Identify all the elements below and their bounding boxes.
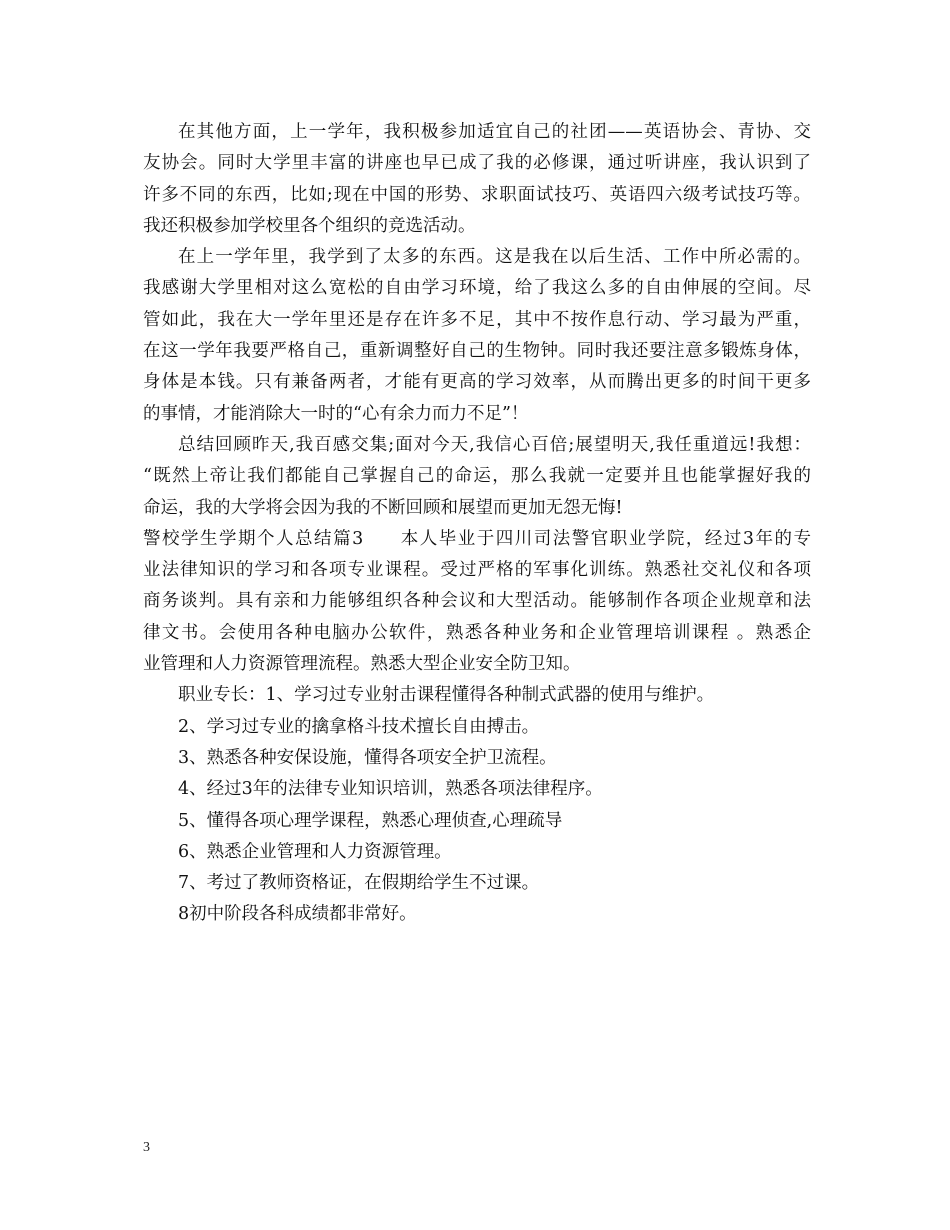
section-line-2: 业法律知识的学习和各项专业课程。受过严格的军事化训练。熟悉社交礼仪和各项 [143,560,811,581]
specialty-item-2: 2、学习过专业的擒拿格斗技术擅长自由搏击。 [178,716,540,737]
paragraph-1-line-4: 我还积极参加学校里各个组织的竞选活动。 [143,215,476,236]
page-number: 3 [143,1140,150,1155]
section-line-4: 律文书。会使用各种电脑办公软件，熟悉各种业务和企业管理培训课程 。熟悉企 [143,622,811,643]
paragraph-2-line-4: 在这一学年我要严格自己，重新调整好自己的生物钟。同时我还要注意多锻炼身体， [143,341,811,362]
paragraph-2-line-1: 在上一学年里，我学到了太多的东西。这是我在以后生活、工作中所必需的。 [178,247,811,268]
specialty-item-1: 职业专长：1、学习过专业射击课程懂得各种制式武器的使用与维护。 [178,685,715,706]
specialty-item-6: 6、熟悉企业管理和人力资源管理。 [178,841,452,862]
section-first-line: 本人毕业于四川司法警官职业学院，经过3年的专 [399,528,811,549]
paragraph-2-line-3: 管如此，我在大一学年里还是存在许多不足，其中不按作息行动、学习最为严重， [143,309,811,330]
paragraph-3-line-1: 总结回顾昨天,我百感交集;面对今天,我信心百倍;展望明天,我任重道远!我想： [178,434,811,455]
specialty-item-5: 5、懂得各项心理学课程，熟悉心理侦查,心理疏导 [178,810,563,831]
section-heading: 警校学生学期个人总结篇3 [143,528,364,549]
paragraph-1-line-1: 在其他方面，上一学年，我积极参加适宜自己的社团——英语协会、青协、交 [178,122,811,142]
specialty-item-3: 3、熟悉各种安保设施，懂得各项安全护卫流程。 [178,747,557,768]
section-line-5: 业管理和人力资源管理流程。熟悉大型企业安全防卫知。 [143,654,581,675]
specialty-item-7: 7、考过了教师资格证，在假期给学生不过课。 [178,873,540,894]
paragraph-3-line-3: 命运，我的大学将会因为我的不断回顾和展望而更加无怨无悔! [143,497,623,518]
paragraph-2-line-6: 的事情，才能消除大一时的“心有余力而力不足”！ [143,403,529,424]
specialty-item-4: 4、经过3年的法律专业知识培训，熟悉各项法律程序。 [178,779,603,800]
specialty-item-8: 8初中阶段各科成绩都非常好。 [178,904,417,925]
section-heading-line [143,524,811,555]
paragraph-1-line-3: 许多不同的东西，比如;现在中国的形势、求职面试技巧、英语四六级考试技巧等。 [143,184,811,205]
paragraph-2-line-2: 我感谢大学里相对这么宽松的自由学习环境，给了我这么多的自由伸展的空间。尽 [143,278,811,299]
section-line-3: 商务谈判。具有亲和力能够组织各种会议和大型活动。能够制作各项企业规章和法 [143,591,811,612]
paragraph-3-line-2: “既然上帝让我们都能自己掌握自己的命运，那么我就一定要并且也能掌握好我的 [143,466,811,487]
paragraph-1-line-2: 友协会。同时大学里丰富的讲座也早已成了我的必修课，通过听讲座，我认识到了 [143,153,811,174]
document-body [143,117,811,931]
paragraph-2-line-5: 身体是本钱。只有兼备两者，才能有更高的学习效率，从而腾出更多的时间干更多 [143,372,811,393]
